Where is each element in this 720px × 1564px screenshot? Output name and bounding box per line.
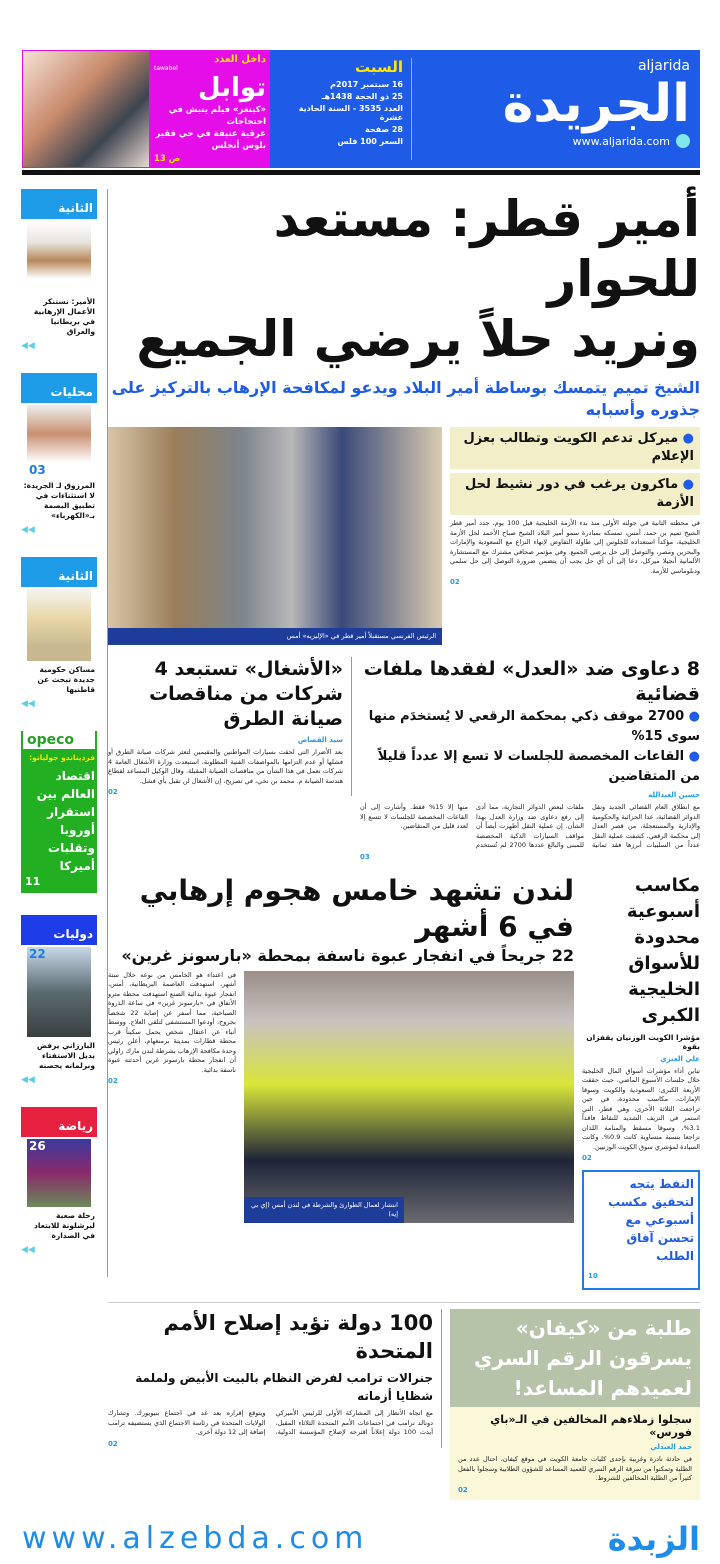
works-story [108, 657, 352, 796]
supplement-line2: عرقية عنيفة في حي فقير بلوس أنجلس [155, 129, 266, 151]
bullet-icon: ● [682, 477, 694, 492]
second-row [108, 657, 700, 861]
issue-number: العدد 3535 - السنة الحادية عشرة [298, 104, 403, 122]
london-text [108, 971, 236, 1223]
page-ref[interactable]: 02 [108, 1439, 118, 1448]
lead-headline[interactable] [108, 189, 700, 369]
page-ref[interactable]: 02 [458, 1485, 468, 1494]
fourth-row [108, 1302, 700, 1500]
sidebar-item-4[interactable] [21, 731, 97, 893]
headline-line2: ونريد حلاً يرضي الجميع [136, 310, 700, 368]
byline: علي العنزي [660, 1054, 700, 1063]
section-label: رياضة [21, 1107, 97, 1137]
kuwait-uni-headline[interactable]: طلبة من «كيفان» يسرقون الرقم السري لعميدهم المساعد! [450, 1309, 700, 1407]
price: السعر 100 فلس [337, 137, 403, 146]
day: السبت [354, 58, 403, 76]
page-number: 11 [25, 875, 41, 888]
logo-en: aljarida [637, 58, 690, 74]
un-headline[interactable]: 100 دولة تؤيد إصلاح الأمم المتحدة [163, 1311, 433, 1363]
justice-headline[interactable]: 8 دعاوى ضد «العدل» لفقدها ملفات قضائية [363, 658, 700, 705]
supplement-box[interactable] [150, 50, 270, 168]
issue-info [280, 58, 412, 160]
sidebar-teaser: رحلة صعبة لبرشلونة للابتعاد في الصدارة [34, 1211, 95, 1240]
london-content [108, 971, 574, 1223]
supplement-line1: «كينغز» فيلم ينبش في احتجاجات [168, 105, 266, 127]
sidebar-teaser: المرزوق لـ الجريدة: لا استثناءات في تطبيق البصمة بـ«الكهرباء» [23, 481, 95, 520]
kuwait-uni-body: في حادثة نادرة وغريبة بإحدى كليات جامعة الكويت في موقع كيفان، احتال عدد من الطلبة وتمكنوا من سرقة الرقم السري للعميد المساعد للشؤون الطلابية وسجلوا بالفعل كثيراً من الطلبة المخالفين للشروط. [458, 1455, 692, 1482]
un-story [108, 1309, 442, 1448]
section-label: الثانية [21, 557, 97, 587]
footer-logo: الزبدة [607, 1519, 700, 1558]
supplement-inside: داخل العدد [214, 54, 266, 65]
bullet-text: ماكرون يرغب في دور نشيط لحل الأزمة [465, 477, 694, 510]
supplement-brand-en: tawabel [154, 65, 178, 72]
logo-area [412, 58, 690, 160]
header [22, 50, 700, 168]
section-label: محليات [21, 373, 97, 403]
london-photo [244, 971, 574, 1223]
london-story [108, 873, 574, 1223]
arrow-icon: ◀◀ [21, 525, 35, 535]
kuwait-uni-subhead: سجلوا زملاءهم المخالفين في الـ«باي فورس» [490, 1413, 692, 1439]
page-ref[interactable]: 02 [108, 788, 118, 796]
un-body: مع اتجاه الأنظار إلى المشاركة الأولى للرئيس الأميركي دونالد ترامب في اجتماعات الأمم المتحدة الثلاثاء المقبل، أيدت 100 دولة إعلاناً اقترحه لإصلاح المؤسسة الدولية، ويتوقع إقراره بعد غد في اجتماع بنيويورك. وتشارك الولايات المتحدة في رئاسة الاجتماع الذي يستضيفه ترامب إضافة إلى 12 دولة أخرى. [108, 1409, 433, 1436]
page-ref: 10 [588, 1272, 598, 1280]
sports-photo [27, 1139, 91, 1207]
london-body: في اعتداء هو الخامس من نوعه خلال ستة أشهر، استهدفت العاصمة البريطانية، أمس، انفجار عبوة بدائية الصنع استهدفت محطة مترو الأنفاق في «بارسونز غرين» في ساعة الذروة الصباحية، مما أسفر عن إصابة 22 شخصاً بجروح، أودعوا المستشفى لتلقي العلاج. ووسط أنباء عن اعتقال شخص يحمل سكيناً قرب محطة قطارات بمدينة برمنغهام، أعلن رئيس وحدة مكافحة الإرهاب بشرطة لندن مارك راولي أن انفجار محطة بارسونز غرين أحدثته عبوة ناسفة بدائية. [108, 970, 237, 1074]
logo: الجريدة [502, 74, 690, 134]
photo-caption: انتشار لعمال الطوارئ والشرطة في لندن أمس (إي بي إيه) [244, 1197, 404, 1223]
un-subhead: جنرالات ترامب لفرض النظام بالبيت الأبيض ولملمة شظايا أزماته [135, 1371, 433, 1403]
london-headline[interactable]: لندن تشهد خامس هجوم إرهابي في 6 أشهر [139, 873, 574, 943]
works-body: بعد الأضرار التي لحقت بسيارات المواطنين والمقيمين لتعثر شركات صيانة الطرق أو فشلها أو عدم التزامها بالمواصفات الفنية المطلوبة، استبعدت وزارة الأشغال العامة 4 شركات تعمل في هذا الشأن من مناقصات الصيانة المقبلة. وقال الوكيل المساعد لقطاع هندسة الصيانة م. محمد بن نخي، في تصريح، إن الأشغال لن تقبل بأي فشل. [108, 748, 343, 785]
page-number: 03 [29, 463, 46, 477]
supplement-brand: توابل [198, 73, 266, 103]
page-number: 22 [29, 947, 46, 961]
headline-line1: أمير قطر: مستعد للحوار [273, 190, 700, 308]
sidebar [22, 189, 108, 1277]
sidebar-teaser: الأمير: نستنكر الأعمال الإرهابية في بريطانيا والعراق [33, 297, 95, 336]
logo-dot [676, 134, 690, 148]
lead-bullet [450, 473, 700, 515]
kuwait-uni-panel [450, 1407, 700, 1500]
markets-headline[interactable]: مكاسب أسبوعية محدودة للأسواق الخليجية الكبرى [626, 874, 700, 1026]
logo-footer [412, 134, 690, 148]
sidebar-teaser: اقتصاد العالم بين استقرار أوروبا وتقلبات أميركا [36, 769, 95, 873]
london-subhead: 22 جريحاً في انفجار عبوة ناسفة بمحطة «بارسونز غرين» [121, 945, 574, 965]
arrow-icon: ◀◀ [21, 341, 35, 351]
bullet-icon: ● [682, 431, 694, 446]
footer [22, 1520, 700, 1558]
justice-story [360, 657, 700, 861]
third-row [108, 873, 700, 1291]
page-ref[interactable]: 02 [108, 1077, 118, 1085]
lead-bullet [450, 427, 700, 469]
bullet-text: 2700 موقف ذكي بمحكمة الرقعي لا يُستخدَم منها سوى 15% [368, 709, 700, 744]
lead-text [450, 427, 700, 586]
arrow-icon: ◀◀ [21, 1245, 35, 1255]
bullet-icon: ● [688, 709, 700, 724]
sidebar-item-6[interactable] [21, 1107, 97, 1255]
arrow-icon: ◀◀ [21, 1075, 35, 1085]
markets-body: تباين أداء مؤشرات أسواق المال الخليجية خلال جلسات الأسبوع الماضي، حيث حققت الأربعة الكبرى: السعودية والكويت وسوقا الإمارات، مكاسب محدودة، في حين تراجعت الثلاثة الأخرى، وهي قطر، التي استمر في النزيف الشديد للنقاط فاقداً 3.1%، وسوقا مسقط والمنامة اللذان تراجعا بنسبة متساوية كانت 0.9%. وكانت السيادة لمؤشري سوق الكويت الوزنيين. [582, 1066, 700, 1151]
section-label: الثانية [21, 189, 97, 219]
oil-headline: النفط يتجه لتحقيق مكسب أسبوعي مع تحسن آفاق الطلب [608, 1177, 694, 1263]
bullet-text: ميركل تدعم الكويت وتطالب بعزل الإعلام [463, 431, 694, 464]
justice-body: مع انطلاق العام القضائي الجديد ونقل الدوائر القضائية، عدا الجزائية والحكومية والإدارية والمستعجلة، من قصر العدل إلى محكمة الرقعي، كشفت عملية النقل عدداً من السلبيات أبرزها فقد ثمانية ملفات لبعض الدوائر التجارية، مما أدى إلى رفع دعاوى ضد وزارة العدل بهذا الشأن. إن عملية النقل أظهرت أيضاً أن مواقف السيارات الذكية المخصصة للمبنى والبالغ عددها 2700 لم تُستخدم منها إلا 15% فقط. وأشارت إلى أن القاعات المخصصة للجلسات لا تتسع إلا لعدد قليل من المتقاضين. [360, 803, 700, 849]
sidebar-item-3[interactable] [21, 557, 97, 709]
markets-story [582, 873, 700, 1291]
arrow-icon: ◀◀ [21, 699, 35, 709]
lead-photo [108, 427, 442, 645]
kuwait-uni-story [450, 1309, 700, 1500]
lead-subhead: الشيخ تميم يتمسك بوساطة أمير البلاد ويدعو لمكافحة الإرهاب بالتركيز على جذوره وأسبابه [111, 378, 700, 419]
byline: حمد العبدلي [650, 1443, 692, 1451]
sidebar-kicker: فرديناندو جوليانو: [29, 753, 95, 762]
page-ref[interactable]: 02 [582, 1154, 592, 1162]
byline: سيد القصاص [297, 736, 343, 744]
bullet-text: القاعات المخصصة للجلسات لا تسع إلا عدداً قليلاً من المتقاضين [377, 749, 700, 784]
sidebar-item-2[interactable] [21, 373, 97, 535]
page-number: 26 [29, 1139, 46, 1153]
works-headline[interactable]: «الأشغال» تستبعد 4 شركات من مناقصات صيانة الطرق [149, 658, 343, 730]
sidebar-teaser: البارزاني يرفض بديل الاستفتاء وبرلمانه يحصنه [36, 1041, 95, 1070]
page-ref[interactable]: 02 [450, 578, 460, 586]
supplement-page: ص 13 [154, 154, 181, 164]
sidebar-item-5[interactable] [21, 915, 97, 1085]
oil-box[interactable] [582, 1170, 700, 1290]
photo-caption: الرئيس الفرنسي مستقبلاً أمير قطر في «الإليزيه» أمس [108, 628, 442, 645]
byline: حسين العبدالله [648, 791, 700, 799]
news-photo [27, 947, 91, 1037]
lead-body: في محطته الثانية في جولته الأولى منذ بدء الأزمة الخليجية قبل 100 يوم، جدد أمير قطر الشيخ تميم بن حمد، أمس، تمسكه بمبادرة سمو أمير البلاد الشيخ صباح الأحمد لحل الأزمة الخليجية، مؤكداً استعداده للجلوس إلى طاولة التفاوض لإنهاء النزاع مع السعودية والإمارات والبحرين ومصر، والتوصل إلى حل يرضي الجميع. وفي مؤتمر صحافي مشترك مع المستشارة الألمانية أنجيلا ميركل، دعا إلى أن أي حل يجب أن يتضمن ضرورة التوصل إلى حل سلمي ودبلوماسي للأزمة. [450, 519, 700, 575]
section-label: دوليات [21, 915, 97, 945]
page-body [22, 189, 700, 1512]
date-gregorian: 16 سبتمبر 2017م [330, 80, 403, 89]
justice-bullet [360, 707, 700, 747]
emir-photo [27, 221, 91, 293]
supplement-photo [22, 50, 150, 168]
page-ref[interactable]: 03 [360, 852, 370, 861]
housing-photo [27, 589, 91, 661]
date-hijri: 25 ذو الحجة 1438هـ [321, 92, 403, 101]
sidebar-item-1[interactable] [21, 189, 97, 351]
main-content [108, 189, 700, 1512]
sidebar-teaser: مساكن حكومية جديدة تبحث عن قاطنيها [37, 665, 95, 694]
bullet-icon: ● [688, 749, 700, 764]
page-count: 28 صفحة [364, 125, 403, 134]
justice-bullet [360, 747, 700, 787]
masthead [270, 50, 700, 168]
opeco-logo: opeco [23, 731, 95, 749]
markets-subhead: مؤشرا الكويت الوزنيان يقفزان بقوة [586, 1032, 700, 1051]
lead-row [108, 427, 700, 645]
divider [22, 170, 700, 175]
website-link[interactable]: www.aljarida.com [572, 134, 670, 148]
portrait-photo [27, 405, 91, 477]
footer-website[interactable]: www.alzebda.com [22, 1521, 369, 1556]
